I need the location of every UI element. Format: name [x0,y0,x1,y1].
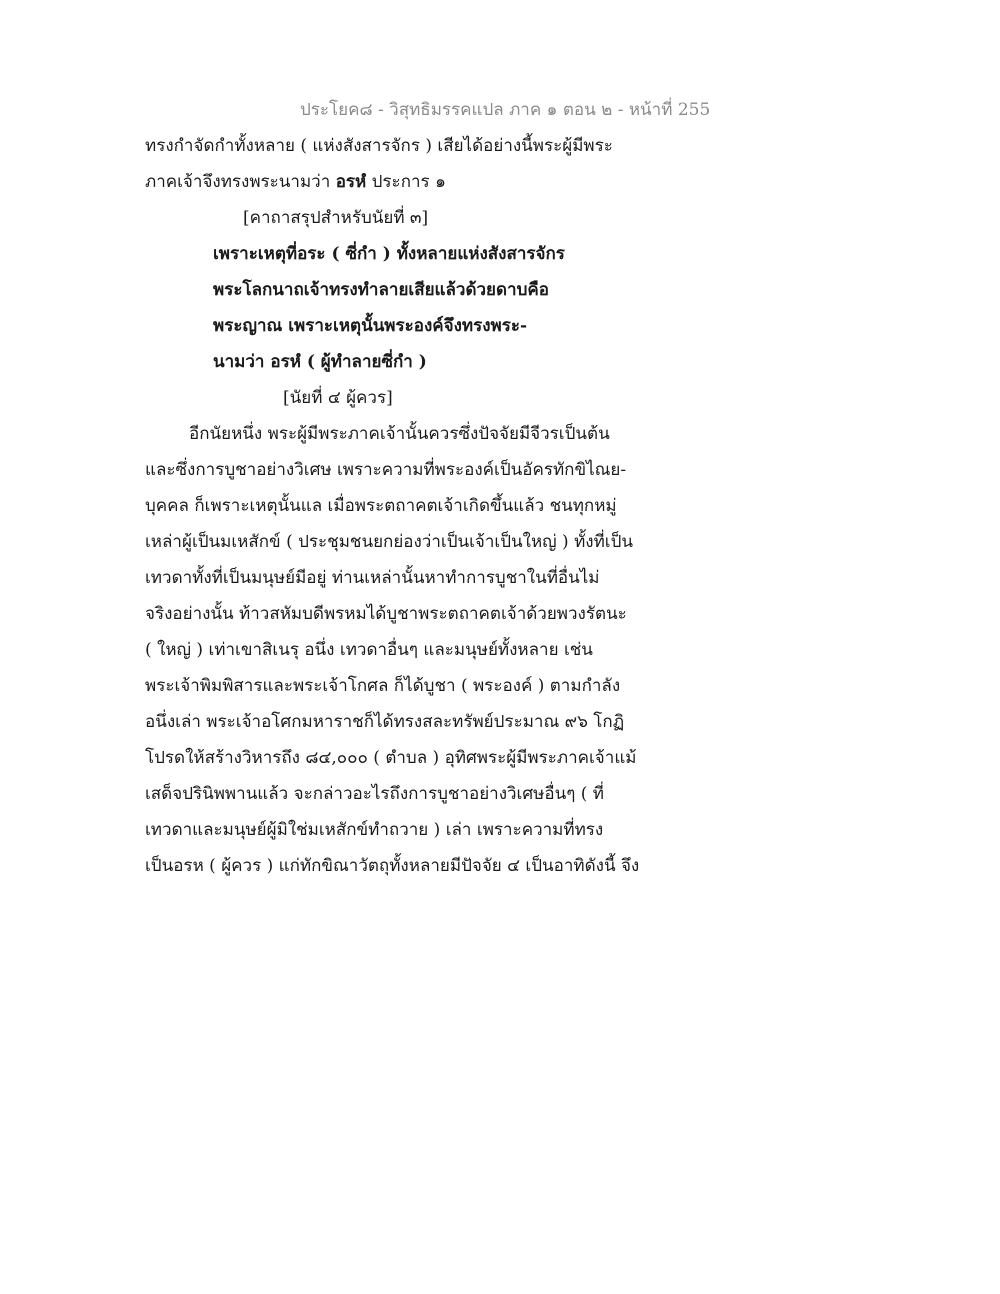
text-line: จริงอย่างนั้น ท้าวสหัมบดีพรหมได้บูชาพระตถาคตเจ้าด้วยพวงรัตนะ [145,604,627,624]
text-line: พระเจ้าพิมพิสารและพระเจ้าโกศล ก็ได้บูชา ( พระองค์ ) ตามกำลัง [145,676,621,696]
text-line: อีกนัยหนึ่ง พระผู้มีพระภาคเจ้านั้นควรซึ่งปัจจัยมีจีวรเป็นต้น [189,424,610,444]
text-line: เทวดาและมนุษย์ผู้มิใช่มเหสักข์ทำถวาย ) เล่า เพราะความที่ทรง [145,820,604,840]
text-line: ทรงกำจัดกำทั้งหลาย ( แห่งสังสารจักร ) เสียได้อย่างนี้พระผู้มีพระ [145,136,613,156]
text-line: เสด็จปรินิพพานแล้ว จะกล่าวอะไรถึงการบูชาอย่างวิเศษอื่นๆ ( ที่ [145,784,604,804]
text-line: ( ใหญ่ ) เท่าเขาสิเนรุ อนึ่ง เทวดาอื่นๆ และมนุษย์ทั้งหลาย เช่น [145,640,593,660]
verse-line: พระญาณ เพราะเหตุนั้นพระองค์จึงทรงพระ- [213,316,528,336]
verse-line: พระโลกนาถเจ้าทรงทำลายเสียแล้วด้วยดาบคือ [213,280,549,300]
text-line: เทวดาทั้งที่เป็นมนุษย์มีอยู่ ท่านเหล่านั้นหาทำการบูชาในที่อื่นไม่ [145,568,600,588]
page-header: ประโยค๘ - วิสุทธิมรรคแปล ภาค ๑ ตอน ๒ - หน้าที่ 255 [300,100,711,120]
text-line: เหล่าผู้เป็นมเหสักข์ ( ประชุมชนยกย่องว่าเป็นเจ้าเป็นใหญ่ ) ทั้งที่เป็น [145,532,634,552]
text-line: เป็นอรห ( ผู้ควร ) แก่ทักขิณาวัตถุทั้งหลายมีปัจจัย ๔ เป็นอาทิดังนี้ จึง [145,856,640,876]
verse-line: นามว่า อรหํ ( ผู้ทำลายซี่กำ ) [213,352,427,372]
text-line: บุคคล ก็เพราะเหตุนั้นแล เมื่อพระตถาคตเจ้าเกิดขึ้นแล้ว ชนทุกหมู่ [145,496,617,516]
text-line: อนึ่งเล่า พระเจ้าอโศกมหาราชก็ได้ทรงสละทรัพย์ประมาณ ๙๖ โกฏิ [145,712,625,732]
section-heading: [นัยที่ ๔ ผู้ควร] [283,388,393,408]
body-text [145,128,665,884]
text-line: โปรดให้สร้างวิหารถึง ๘๔,๐๐๐ ( ตำบล ) อุทิศพระผู้มีพระภาคเจ้าแม้ [145,748,637,768]
section-heading: [คาถาสรุปสำหรับนัยที่ ๓] [243,208,429,228]
bold-term: อรหํ [335,172,367,192]
text-segment: ประการ ๑ [366,172,446,192]
text-line: และซึ่งการบูชาอย่างวิเศษ เพราะความที่พระองค์เป็นอัครทักขิไณย- [145,460,627,480]
text-segment: ภาคเจ้าจึงทรงพระนามว่า [145,172,336,192]
verse-line: เพราะเหตุที่อระ ( ซี่กำ ) ทั้งหลายแห่งสังสารจักร [213,244,565,264]
text-line [145,164,665,200]
